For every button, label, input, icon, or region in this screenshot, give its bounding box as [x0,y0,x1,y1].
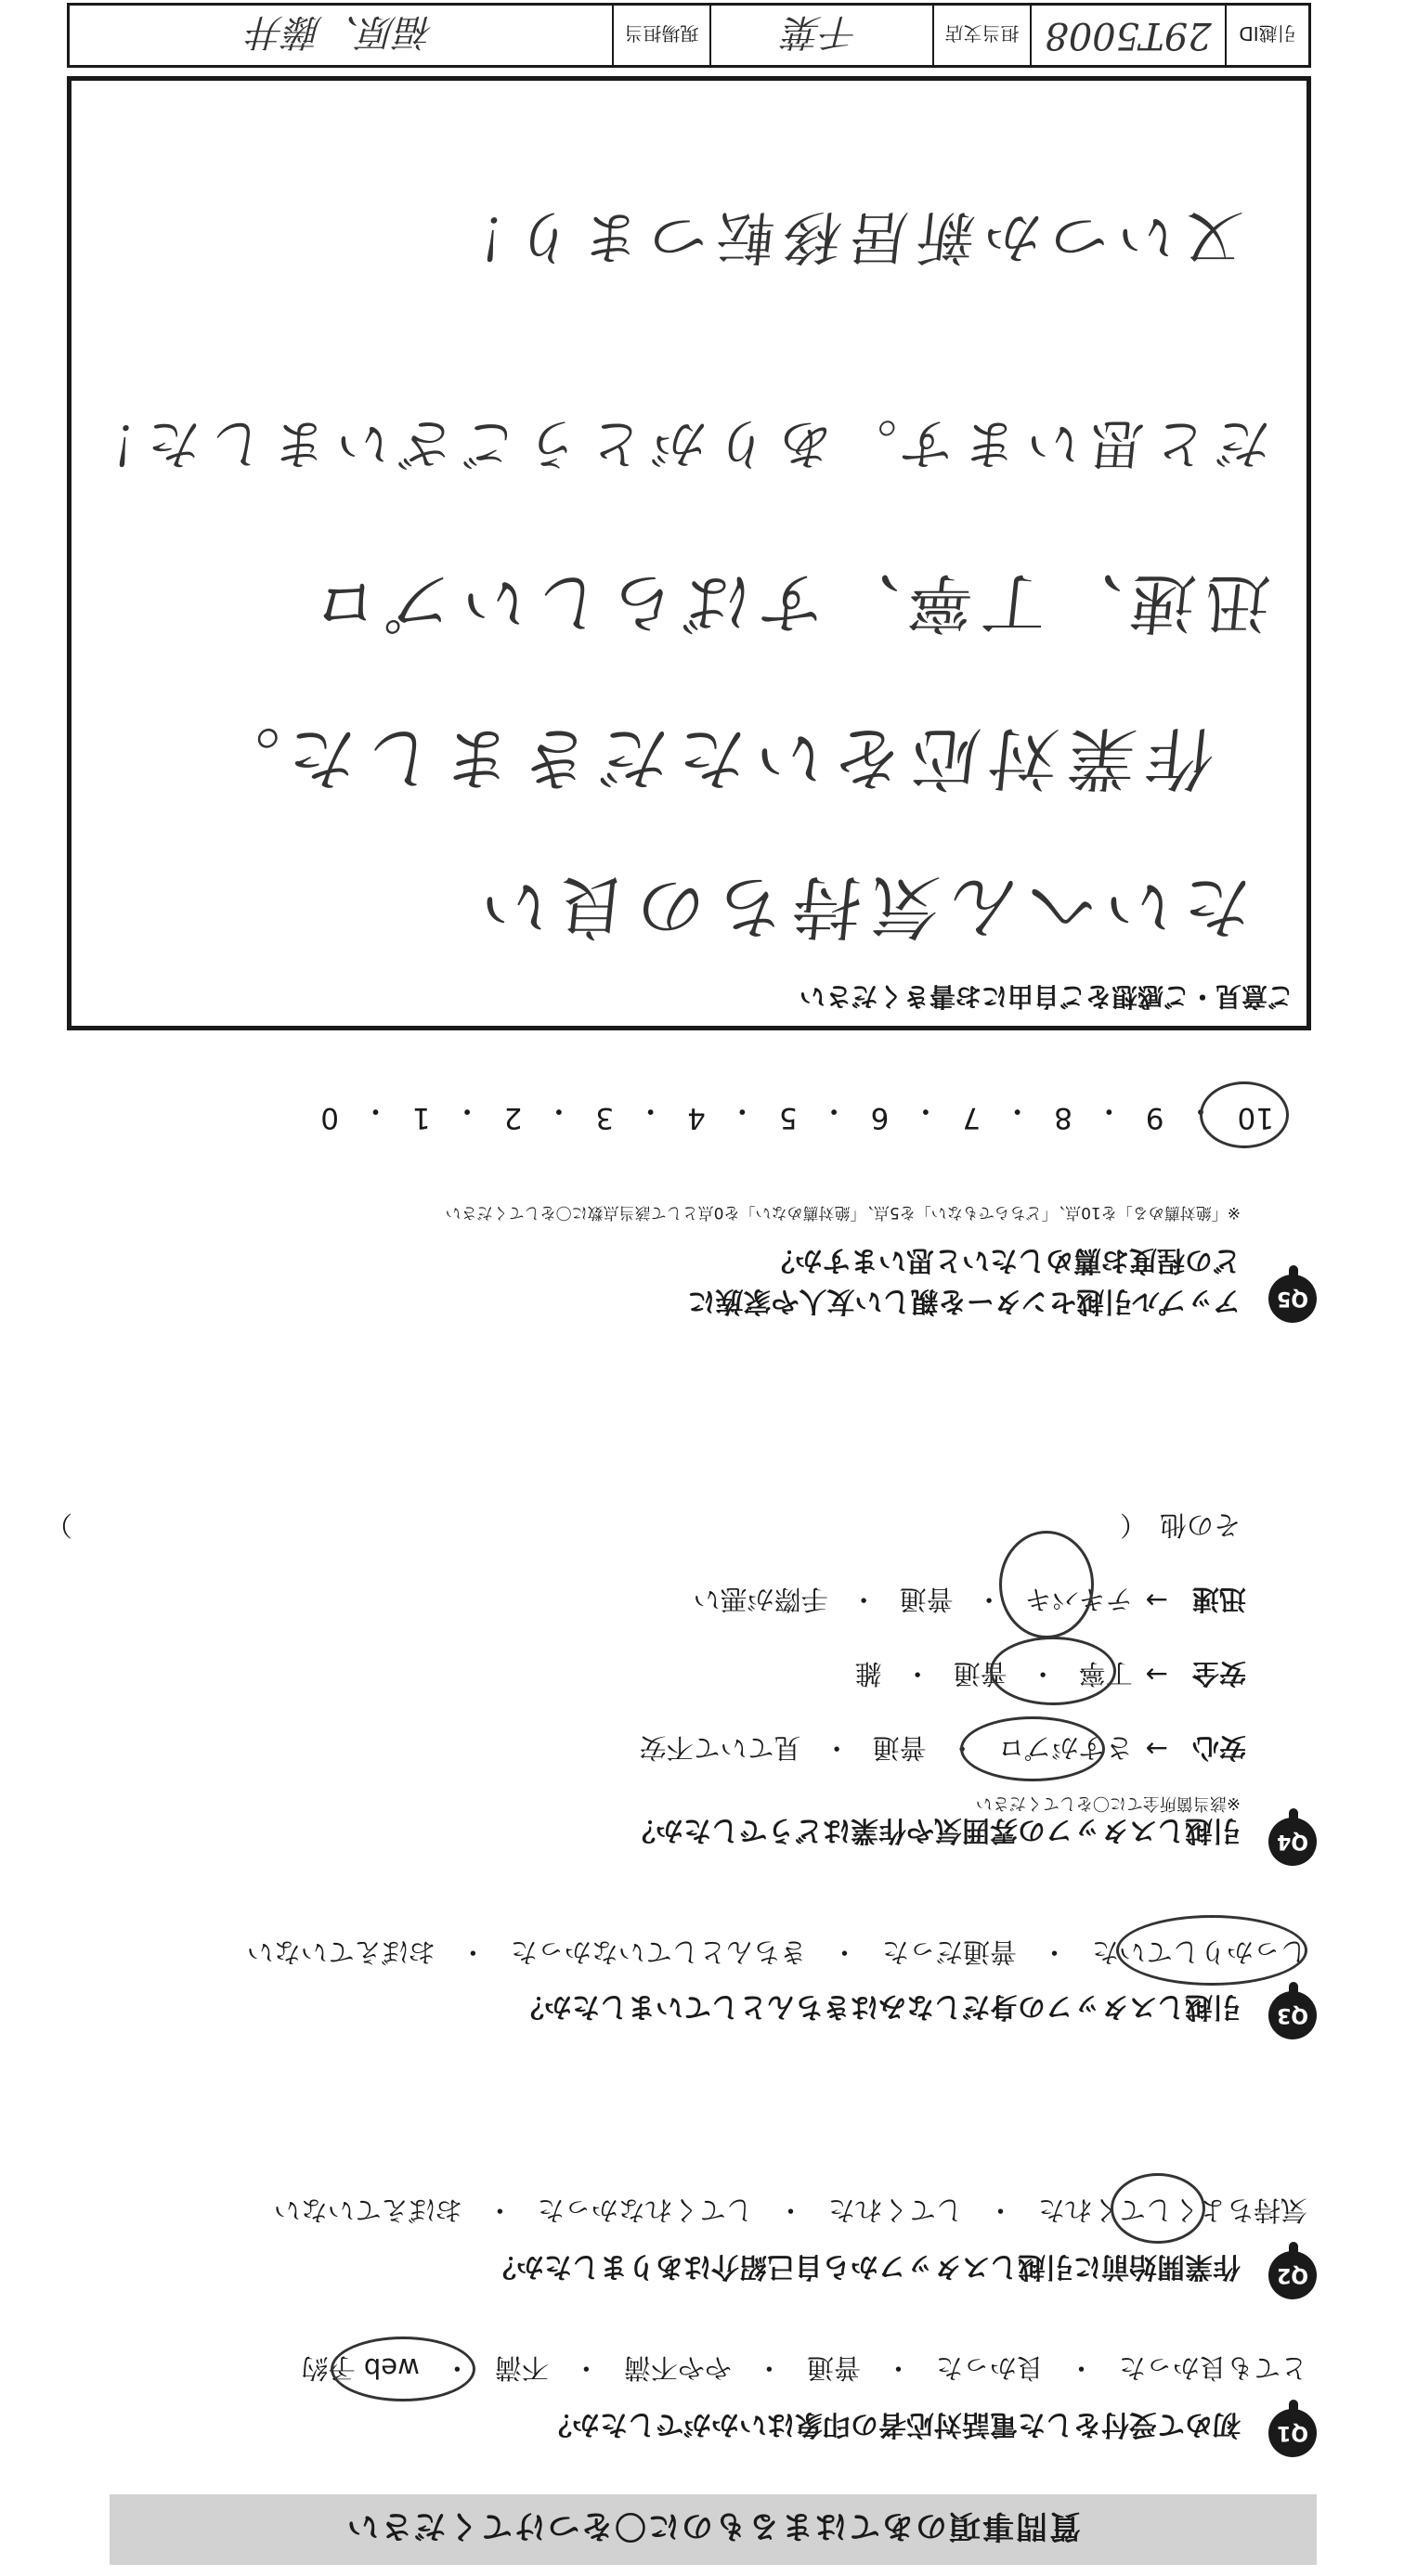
page-title: 質問事項のあてはまるものに〇をつけてください [110,2494,1317,2565]
score-option[interactable]: 0 [320,1101,339,1134]
handwritten-line: 作業対応をいただきました。 [196,718,1219,797]
score-option-selected[interactable]: 10 [1237,1101,1274,1134]
q2-badge: Q2 [1268,2251,1317,2299]
q5-question-line2: どの程度お薦めしたいと思いますか？ [767,1244,1241,1276]
q4-option[interactable]: 普通 [872,1732,927,1764]
q5-question [688,1243,1242,1325]
score-option[interactable]: 6 [870,1101,890,1134]
score-option[interactable]: 2 [503,1101,523,1134]
score-option[interactable]: 4 [687,1101,706,1134]
answer-circle-mark [1116,1915,1307,1986]
comment-box[interactable] [67,76,1311,1030]
q4-question: 引越しスタッフの雰囲気や作業はどうでしたか？ [628,1814,1241,1846]
handwritten-line: だと思います。ありがとうございました！ [71,412,1274,475]
q3-option[interactable]: 普通だった [881,1936,1017,1968]
q4-option-selected[interactable]: テキパキ [1024,1584,1133,1615]
q5-badge: Q5 [1268,1275,1317,1323]
q4-row-label: 安全 [1191,1658,1246,1689]
q1-question: 初めて受付をした電話対応者の印象はいかがでしたか？ [544,2408,1241,2440]
q3-options: しっかりしていた ・ 普通だった ・ きちんとしていなかった ・ おぼえていない [247,1935,1307,1973]
score-option[interactable]: 7 [962,1101,982,1134]
q1-option[interactable]: 普通 [806,2352,861,2384]
answer-circle-mark [960,1716,1105,1781]
q1-option[interactable]: 不満 [494,2352,549,2384]
leader-value: 福原、藤井 [248,10,434,54]
q3-question: 引越しスタッフの身だしなみはきちんとしていましたか？ [516,1990,1241,2023]
q4-option-selected[interactable]: 丁寧 [1078,1658,1133,1689]
answer-circle-mark [1111,2173,1205,2244]
q2-option[interactable]: してくれなかった [537,2194,753,2226]
q4-option[interactable]: 普通 [953,1658,1008,1689]
handwritten-line: 迅速、丁寧、すばらしいプロ [300,564,1274,641]
q4-row-anshin: 安心 → さすがプロ ・ 普通 ・ 見ていて不安 [640,1730,1246,1768]
answer-circle-mark [999,1531,1094,1638]
q4-other-label: その他 [1159,1509,1241,1541]
q1-option-selected[interactable]: web 予約 [301,2352,420,2384]
handwritten-line: 又いつか新居移転つまり！ [436,203,1246,271]
q4-other-open: （ [1119,1509,1147,1541]
answer-circle-mark [990,1637,1116,1705]
q4-option[interactable]: 雑 [854,1658,882,1689]
score-option[interactable]: 9 [1145,1101,1164,1134]
q4-option-selected[interactable]: さすがプロ [997,1732,1133,1764]
q2-question: 作業開始前に引越しスタッフから自己紹介はありましたか？ [488,2250,1241,2283]
q5-question-line1: アップル引越センターを親しい友人や家族に [687,1285,1241,1317]
handwritten-line: たいへん気持ちの良い [467,866,1256,946]
q4-option[interactable]: 手際が悪い [693,1584,828,1615]
score-option[interactable]: 3 [595,1101,615,1134]
q4-other-close: ） [45,1509,72,1541]
q4-row-label: 迅速 [1191,1584,1246,1615]
q2-option[interactable]: おぼえていない [273,2194,462,2226]
q1-option[interactable]: とても良かった [1118,2352,1307,2384]
q5-scale: 10 ・ 9 ・ 8 ・ 7 ・ 6 ・ 5 ・ 4 ・ 3 ・ 2 ・ 1 ・ 0 [320,1094,1274,1134]
id-value: 29T5008 [1030,6,1225,65]
q4-badge: Q4 [1268,1818,1317,1866]
q3-badge: Q3 [1268,1991,1317,2039]
leader-label: 現場担当 [612,6,709,65]
arrow-icon: → [1145,1733,1168,1766]
score-option[interactable]: 8 [1054,1101,1072,1134]
q4-row-anzen: 安全 → 丁寧 ・ 普通 ・ 雑 [855,1656,1246,1694]
q3-option-selected[interactable]: しっかりしていた [1091,1936,1307,1968]
arrow-icon: → [1145,1585,1168,1617]
answer-circle-mark [1200,1081,1289,1148]
branch-label: 担当支店 [932,6,1030,65]
arrow-icon: → [1145,1659,1168,1691]
q3-option[interactable]: きちんとしていなかった [510,1936,807,1968]
q4-note: ※該当箇所全てに〇をしてください [975,1793,1241,1813]
branch-value: 千葉 [709,6,932,65]
q1-option[interactable]: やや不満 [623,2352,732,2384]
q5-note: ※「絶対薦める」を10点、「どちらでもない」を5点、「絶対薦めない」を0点として該当点数に〇をしてください [445,1203,1241,1222]
score-option[interactable]: 5 [778,1101,798,1134]
score-option[interactable]: 1 [411,1101,431,1134]
q3-option[interactable]: おぼえていない [246,1936,436,1968]
q2-option[interactable]: してくれた [827,2194,963,2226]
q2-option-selected[interactable]: 気持ちよくしてくれた [1037,2194,1307,2226]
q4-row-jinsoku: 迅速 → テキパキ ・ 普通 ・ 手際が悪い [694,1582,1246,1620]
q1-options: とても良かった ・ 良かった ・ 普通 ・ やや不満 ・ 不満 ・ web 予約 [302,2350,1307,2388]
q2-options: 気持ちよくしてくれた ・ してくれた ・ してくれなかった ・ おぼえていない [274,2193,1307,2231]
q1-option[interactable]: 良かった [935,2352,1044,2384]
id-label: 引越ID [1225,6,1308,65]
q4-option[interactable]: 見ていて不安 [639,1732,801,1764]
comment-title: ご意見・ご感想をご自由にお書きください [799,981,1294,1012]
q4-row-label: 安心 [1191,1732,1246,1764]
q1-badge: Q1 [1268,2409,1317,2457]
id-table [67,3,1311,68]
answer-circle-mark [331,2337,475,2401]
q4-option[interactable]: 普通 [899,1584,954,1615]
